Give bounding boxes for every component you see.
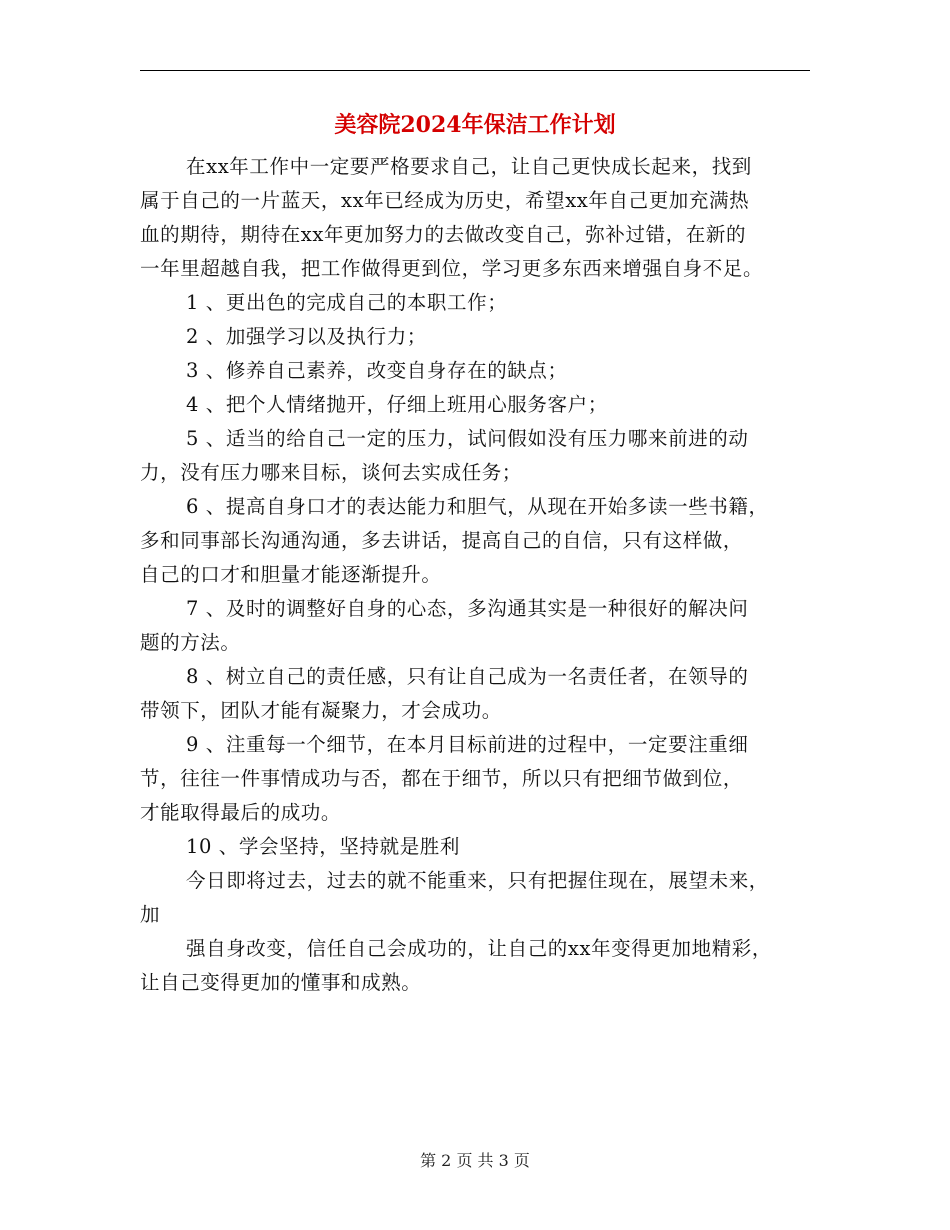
text-line: 10 、学会坚持，坚持就是胜利 — [186, 835, 461, 858]
text-line: 7 、及时的调整好自身的心态，多沟通其实是一种很好的解决问 — [186, 597, 749, 620]
text-line: 在xx年工作中一定要严格要求自己，让自己更快成长起来，找到 — [186, 155, 752, 178]
text-line: 今日即将过去，过去的就不能重来，只有把握住现在，展望未来， — [186, 869, 769, 892]
text-line: 属于自己的一片蓝天，xx年已经成为历史，希望xx年自己更加充满热 — [140, 189, 750, 212]
text-line: 节，往往一件事情成功与否，都在于细节，所以只有把细节做到位， — [140, 767, 744, 790]
text-line: 一年里超越自我，把工作做得更到位，学习更多东西来增强自身不足。 — [140, 257, 764, 280]
document-body — [140, 150, 812, 1000]
text-line: 4 、把个人情绪抛开，仔细上班用心服务客户； — [186, 393, 608, 416]
text-line: 6 、提高自身口才的表达能力和胆气，从现在开始多读一些书籍， — [186, 495, 769, 518]
text-line: 3 、修养自己素养，改变自身存在的缺点； — [186, 359, 568, 382]
text-line: 1 、更出色的完成自己的本职工作； — [186, 291, 508, 314]
header-rule — [140, 70, 810, 71]
text-line: 题的方法。 — [140, 631, 241, 654]
text-line: 力，没有压力哪来目标，谈何去实成任务； — [140, 461, 522, 484]
text-line: 强自身改变，信任自己会成功的，让自己的xx年变得更加地精彩， — [186, 937, 772, 960]
text-line: 5 、适当的给自己一定的压力，试问假如没有压力哪来前进的动 — [186, 427, 749, 450]
text-line: 自己的口才和胆量才能逐渐提升。 — [140, 563, 442, 586]
text-line: 带领下，团队才能有凝聚力，才会成功。 — [140, 699, 502, 722]
text-line: 9 、注重每一个细节，在本月目标前进的过程中，一定要注重细 — [186, 733, 749, 756]
page-footer: 第 2 页 共 3 页 — [420, 1151, 530, 1170]
text-line: 多和同事部长沟通沟通，多去讲话，提高自己的自信，只有这样做， — [140, 529, 744, 552]
text-line: 才能取得最后的成功。 — [140, 801, 342, 824]
text-line: 加 — [140, 903, 161, 926]
text-line: 2 、加强学习以及执行力； — [186, 325, 427, 348]
text-line: 血的期待，期待在xx年更加努力的去做改变自己，弥补过错，在新的 — [140, 223, 747, 246]
document-title: 美容院2024年保洁工作计划 — [334, 112, 616, 138]
text-line: 让自己变得更加的懂事和成熟。 — [140, 971, 422, 994]
text-line: 8 、树立自己的责任感，只有让自己成为一名责任者，在领导的 — [186, 665, 749, 688]
